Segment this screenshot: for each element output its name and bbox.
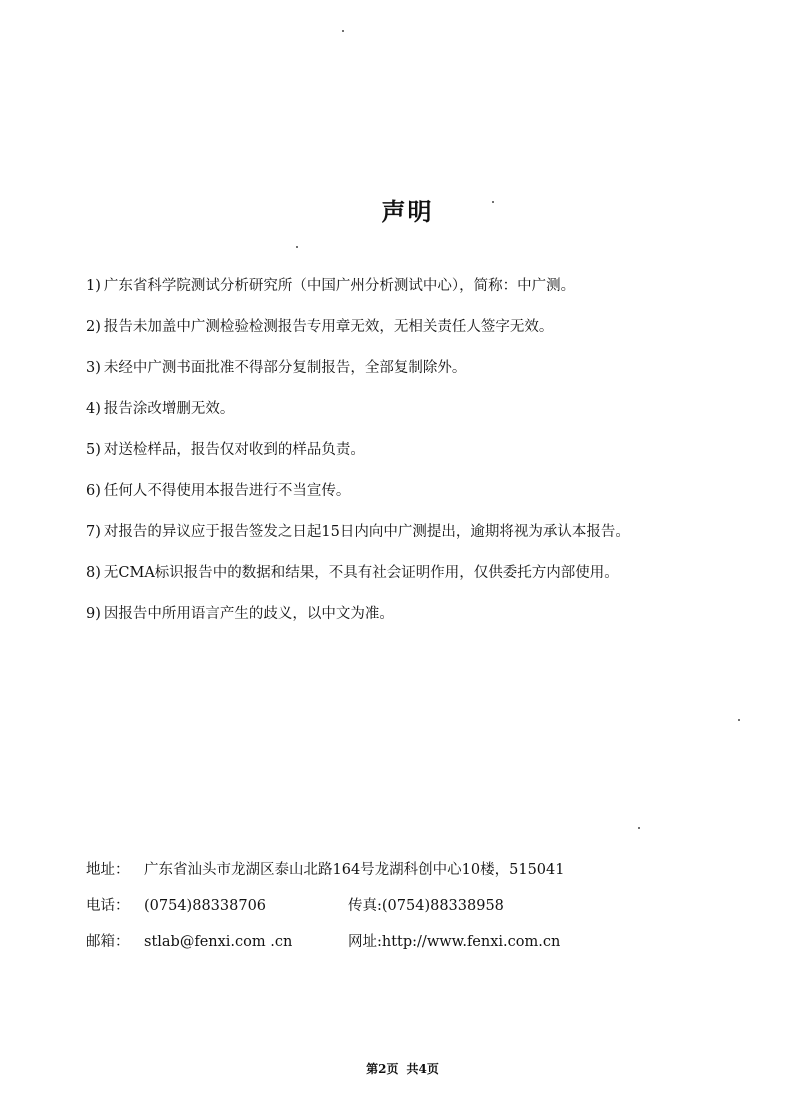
address-label: 地址：	[86, 862, 130, 878]
item-number: 3)	[86, 360, 101, 376]
contact-block	[86, 860, 766, 968]
address-row	[86, 860, 766, 880]
phone-value: (0754)88338706	[144, 898, 267, 914]
phone-row	[86, 896, 766, 916]
statement-item	[86, 317, 776, 337]
item-number: 7)	[86, 524, 101, 540]
fax-value: 传真:(0754)88338958	[348, 898, 504, 914]
document-title: 声明	[381, 198, 434, 226]
item-text: 因报告中所用语言产生的歧义，以中文为准。	[103, 606, 394, 622]
statement-item	[86, 563, 776, 583]
item-text: 对报告的异议应于报告签发之日起15日内向中广测提出，逾期将视为承认本报告。	[103, 524, 630, 540]
page-footer	[0, 1060, 795, 1077]
statement-item	[86, 522, 776, 542]
address-value: 广东省汕头市龙湖区泰山北路164号龙湖科创中心10楼，515041	[144, 862, 565, 878]
scan-speck	[738, 719, 740, 721]
item-number: 1)	[86, 278, 101, 294]
email-label: 邮箱：	[86, 934, 130, 950]
item-number: 9)	[86, 606, 101, 622]
website-value: 网址:http://www.fenxi.com.cn	[348, 934, 561, 950]
statement-item	[86, 358, 776, 378]
statement-list	[86, 276, 776, 645]
item-text: 广东省科学院测试分析研究所（中国广州分析测试中心），简称：中广测。	[103, 278, 576, 294]
statement-item	[86, 399, 776, 419]
scan-speck	[296, 246, 298, 248]
scan-speck	[638, 827, 640, 829]
statement-item	[86, 276, 776, 296]
item-text: 未经中广测书面批准不得部分复制报告，全部复制除外。	[103, 360, 467, 376]
item-number: 6)	[86, 483, 101, 499]
statement-item	[86, 604, 776, 624]
scan-speck	[342, 30, 344, 32]
statement-item	[86, 440, 776, 460]
item-number: 2)	[86, 319, 101, 335]
item-text: 无CMA标识报告中的数据和结果，不具有社会证明作用，仅供委托方内部使用。	[103, 565, 619, 581]
item-text: 任何人不得使用本报告进行不当宣传。	[103, 483, 351, 499]
item-number: 8)	[86, 565, 101, 581]
item-text: 报告未加盖中广测检验检测报告专用章无效，无相关责任人签字无效。	[103, 319, 554, 335]
item-number: 4)	[86, 401, 101, 417]
page-number: 第2页	[366, 1062, 399, 1076]
email-value: stlab@fenxi.com .cn	[144, 934, 293, 950]
item-text: 对送检样品，报告仅对收到的样品负责。	[103, 442, 365, 458]
item-number: 5)	[86, 442, 101, 458]
phone-label: 电话：	[86, 898, 130, 914]
item-text: 报告涂改增删无效。	[103, 401, 235, 417]
page-total: 共4页	[406, 1062, 439, 1076]
email-row	[86, 932, 766, 952]
statement-item	[86, 481, 776, 501]
